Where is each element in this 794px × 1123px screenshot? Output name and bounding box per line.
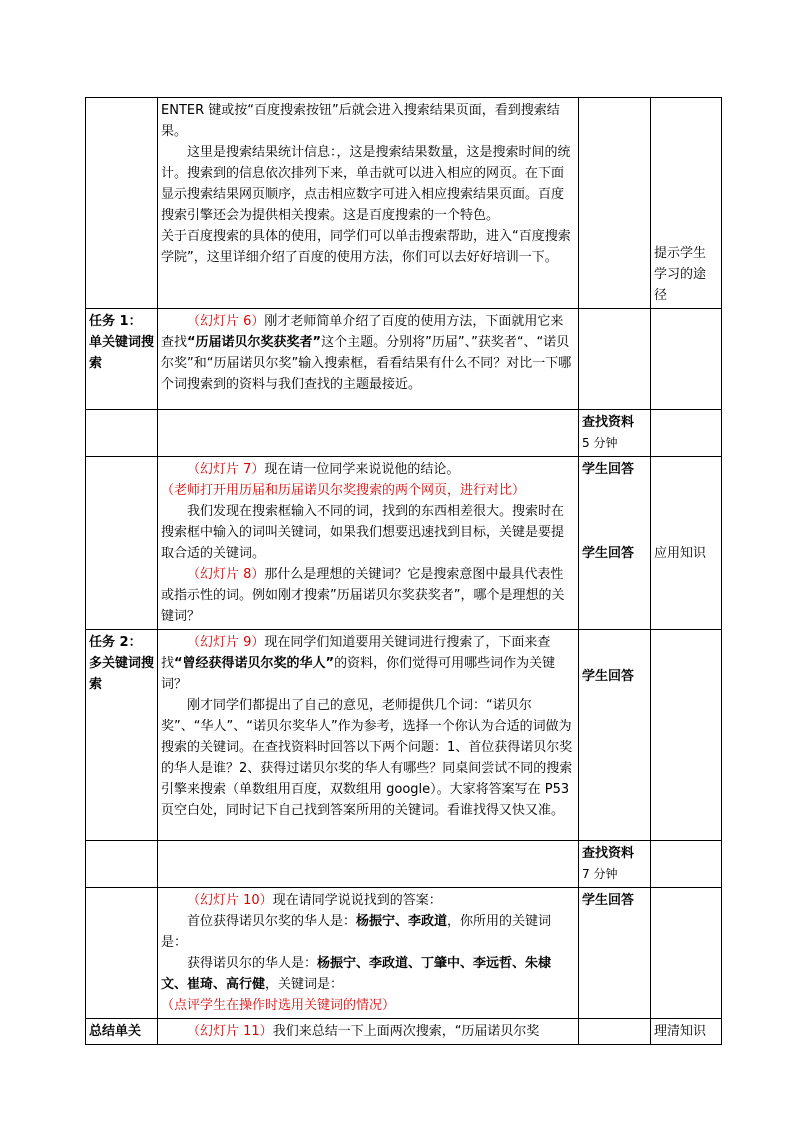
- content-cell: [158, 1019, 579, 1045]
- activity-cell: [579, 457, 651, 630]
- emphasis: “曾经获得诺贝尔奖的华人”: [174, 656, 335, 671]
- paragraph: [161, 311, 575, 395]
- text: 那什么是理想的关键词？它是搜索意图中最具代表性或指示性的词。例如刚才搜索”历届诺贝尔奖获奖者”，哪个是理想的关键词？: [161, 567, 565, 624]
- content-cell: [158, 841, 579, 888]
- table-row: [86, 1019, 722, 1045]
- table-row: [86, 841, 722, 888]
- slide-label: （幻灯片 10）: [187, 893, 273, 908]
- intent-cell: [651, 457, 722, 630]
- activity-cell: [579, 98, 651, 309]
- task-cell: [86, 309, 158, 410]
- answer: 杨振宁、李政道、丁肇中、李远哲、朱棣文、崔琦、高行健: [161, 956, 552, 992]
- teacher-note: （点评学生在操作时选用关键词的情况）: [161, 998, 396, 1013]
- intent-cell: [651, 309, 722, 410]
- paragraph: [161, 632, 575, 695]
- text: 现在同学们知道要用关键词进行搜索了，下面来查找: [161, 635, 551, 671]
- paragraph: [161, 890, 575, 911]
- activity-label: 查找资料: [582, 846, 635, 861]
- intent-cell: [651, 1019, 722, 1045]
- content-cell: [158, 410, 579, 457]
- text: ，关键词是：: [265, 977, 344, 992]
- intent-text: 提示学生学习的途径: [654, 246, 707, 303]
- paragraph: [161, 564, 575, 627]
- text: 现在请一位同学来说说他的结论。: [264, 462, 460, 477]
- intent-cell: [651, 630, 722, 841]
- activity-label: 查找资料: [582, 415, 635, 430]
- text: 首位获得诺贝尔奖的华人是：: [187, 914, 357, 929]
- text: 我们来总结一下上面两次搜索，“历届诺贝尔奖: [272, 1024, 540, 1039]
- paragraph: [161, 953, 575, 995]
- task-cell: [86, 98, 158, 309]
- task-label: 任务 2：多关键词搜索: [89, 635, 155, 692]
- text: 这个主题。分别将”历届”、”获奖者“、“诺贝尔奖”和“历届诺贝尔奖”输入搜索框，看看结果有什么不同？对比一下哪个词搜索到的资料与我们查找的主题最接近。: [161, 335, 572, 392]
- text: ，你所用的关键词是：: [161, 914, 552, 950]
- table-row: [86, 457, 722, 630]
- paragraph: [161, 1021, 575, 1042]
- activity-cell: [579, 309, 651, 410]
- activity-cell: [579, 888, 651, 1019]
- intent-text: 应用知识: [654, 546, 707, 561]
- activity-cell: [579, 630, 651, 841]
- table-row: [86, 410, 722, 457]
- text: 获得诺贝尔的华人是：: [187, 956, 318, 971]
- duration: 7 分钟: [582, 867, 618, 881]
- table-row: [86, 630, 722, 841]
- task-cell: [86, 1019, 158, 1045]
- content-cell: [158, 888, 579, 1019]
- content-cell: [158, 457, 579, 630]
- table-row: [86, 98, 722, 309]
- activity-cell: [579, 841, 651, 888]
- intent-text: 理清知识: [654, 1024, 707, 1039]
- content-cell: [158, 630, 579, 841]
- intent-cell: [651, 841, 722, 888]
- text: 刚才老师简单介绍了百度的使用方法，下面就用它来查找: [161, 314, 564, 350]
- paragraph: [161, 459, 575, 480]
- paragraph: 关于百度搜索的具体的使用，同学们可以单击搜索帮助，进入“百度搜索学院”，这里详细介绍了百度的使用方法，你们可以去好好培训一下。: [161, 229, 571, 265]
- paragraph: 刚才同学们都提出了自己的意见，老师提供几个词：“诺贝尔奖”、“华人”、“诺贝尔奖华人”作为参考，选择一个你认为合适的词做为搜索的关键词。在查找资料时回答以下两个问题：1、首位获得诺贝尔奖的华人是谁？2、获得过诺贝尔奖的华人有哪些？同桌间尝试不同的搜索引擎来搜索（单数组用百度，双数组用 google）。大家将答案写在 P53 页空白处，同时记下自己找到答案所用的关键词。看谁找得又快又准。: [161, 698, 573, 818]
- slide-label: （幻灯片 9）: [187, 635, 265, 650]
- activity-label: 学生回答: [582, 669, 635, 684]
- task-label: 任务 1：单关键词搜索: [89, 314, 155, 371]
- table-row: [86, 309, 722, 410]
- activity-cell: [579, 410, 651, 457]
- task-cell: [86, 457, 158, 630]
- activity-cell: [579, 1019, 651, 1045]
- task-cell: [86, 410, 158, 457]
- slide-label: （幻灯片 6）: [187, 314, 265, 329]
- teacher-note: （老师打开用历届和历届诺贝尔奖搜索的两个网页，进行对比）: [161, 483, 526, 498]
- paragraph: ENTER 键或按“百度搜索按钮”后就会进入搜索结果页面，看到搜索结果。: [161, 103, 560, 139]
- slide-label: （幻灯片 11）: [187, 1024, 273, 1039]
- intent-cell: [651, 888, 722, 1019]
- task-cell: [86, 888, 158, 1019]
- duration: 5 分钟: [582, 436, 618, 450]
- paragraph: 这里是搜索结果统计信息：，这是搜索结果数量，这是搜索时间的统计。搜索到的信息依次排列下来，单击就可以进入相应的网页。在下面显示搜索结果网页顺序，点击相应数字可进入相应搜索结果页面。百度搜索引擎还会为提供相关搜索。这是百度搜索的一个特色。: [161, 145, 571, 223]
- intent-cell: [651, 98, 722, 309]
- lesson-plan-table: [85, 97, 722, 1045]
- text: 现在请同学说说找到的答案：: [272, 893, 442, 908]
- activity-label: 学生回答: [582, 546, 635, 561]
- slide-label: （幻灯片 7）: [187, 462, 265, 477]
- activity-label: 学生回答: [582, 893, 635, 908]
- paragraph: 我们发现在搜索框输入不同的词，找到的东西相差很大。搜索时在搜索框中输入的词叫关键词，如果我们想要迅速找到目标，关键是要提取合适的关键词。: [161, 504, 565, 561]
- task-label: 总结单关: [89, 1024, 142, 1039]
- table-row: [86, 888, 722, 1019]
- task-cell: [86, 630, 158, 841]
- slide-label: （幻灯片 8）: [187, 567, 265, 582]
- activity-label: 学生回答: [582, 462, 635, 477]
- answer: 杨振宁、李政道: [356, 914, 448, 929]
- task-cell: [86, 841, 158, 888]
- intent-cell: [651, 410, 722, 457]
- emphasis: “历届诺贝尔奖获奖者”: [187, 335, 322, 350]
- text: 的资料，你们觉得可用哪些词作为关键词？: [161, 656, 556, 692]
- paragraph: [161, 911, 575, 953]
- content-cell: [158, 98, 579, 309]
- content-cell: [158, 309, 579, 410]
